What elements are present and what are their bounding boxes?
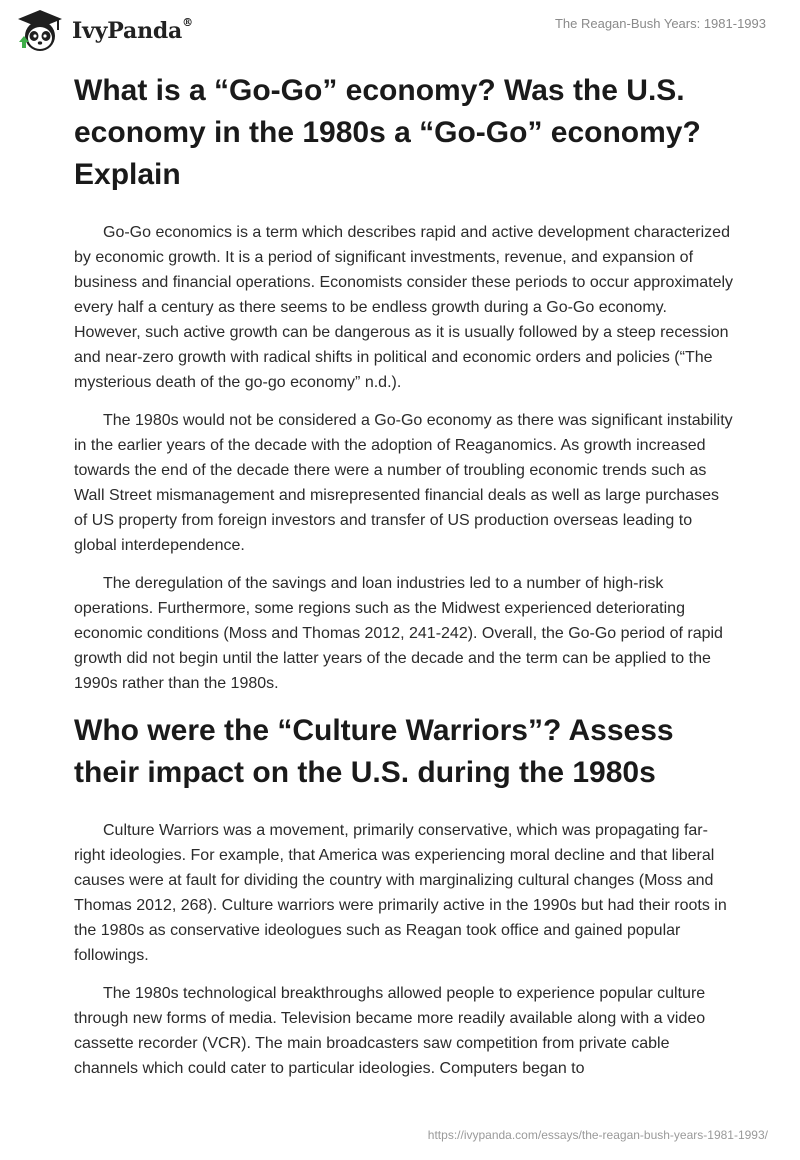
paragraph: The 1980s technological breakthroughs allowed people to experience popular culture through new forms of media. Television became more readily available along with a video cassette recorder (VCR). The main broadcasters saw competition from private cable channels which could cater to particular ideologies. Computers began to — [74, 985, 706, 1077]
paragraph: The 1980s would not be considered a Go-Go economy as there was significant instability in the earlier years of the decade with the adoption of Reaganomics. As growth increased towards the end of the decade there were a number of troubling economic trends such as Wall Street mismanagement and misrepresented financial deals as well as large purchases of US property from foreign investors and transfer of US production overseas leading to global interdependence. — [74, 412, 733, 554]
paragraph: The deregulation of the savings and loan industries led to a number of high-risk operations. Furthermore, some regions such as the Midwest experienced deteriorating economic conditions (Moss and Thomas 2012, 241-242). Overall, the Go-Go period of rapid growth did not begin until the latter years of the decade and the term can be applied to the 1990s rather than the 1980s. — [74, 575, 723, 692]
panda-logo-icon — [14, 8, 66, 54]
section-heading: Who were the “Culture Warriors”? Assess their impact on the U.S. during the 1980s — [74, 714, 674, 789]
paragraph: Go-Go economics is a term which describes rapid and active development characterized by economic growth. It is a period of significant investments, revenue, and expansion of business and financial operations. Economists consider these periods to occur approximately every half a century as there seems to be endless growth during a Go-Go economy. However, such active growth can be dangerous as it is usually followed by a steep recession and near-zero growth with radical shifts in political and economic orders and policies (“The mysterious death of the go-go economy” n.d.). — [74, 224, 734, 391]
brand-name: IvyPanda® — [72, 16, 193, 44]
page-header — [0, 0, 800, 66]
section-heading: What is a “Go-Go” economy? Was the U.S. economy in the 1980s a “Go-Go” economy? Explain — [74, 74, 701, 191]
brand-logo[interactable] — [14, 8, 193, 54]
article-body — [74, 70, 734, 1094]
paragraph: Culture Warriors was a movement, primarily conservative, which was propagating far-right ideologies. For example, that America was experiencing moral decline and that liberal causes were at fault for dividing the country with marginalizing cultural changes (Moss and Thomas 2012, 268). Culture warriors were primarily active in the 1990s but had their roots in the 1980s as conservative ideologues such as Reagan took office and gained popular followings. — [74, 822, 727, 964]
footer-url[interactable]: https://ivypanda.com/essays/the-reagan-bush-years-1981-1993/ — [427, 1128, 768, 1142]
document-title: The Reagan-Bush Years: 1981-1993 — [554, 16, 766, 31]
